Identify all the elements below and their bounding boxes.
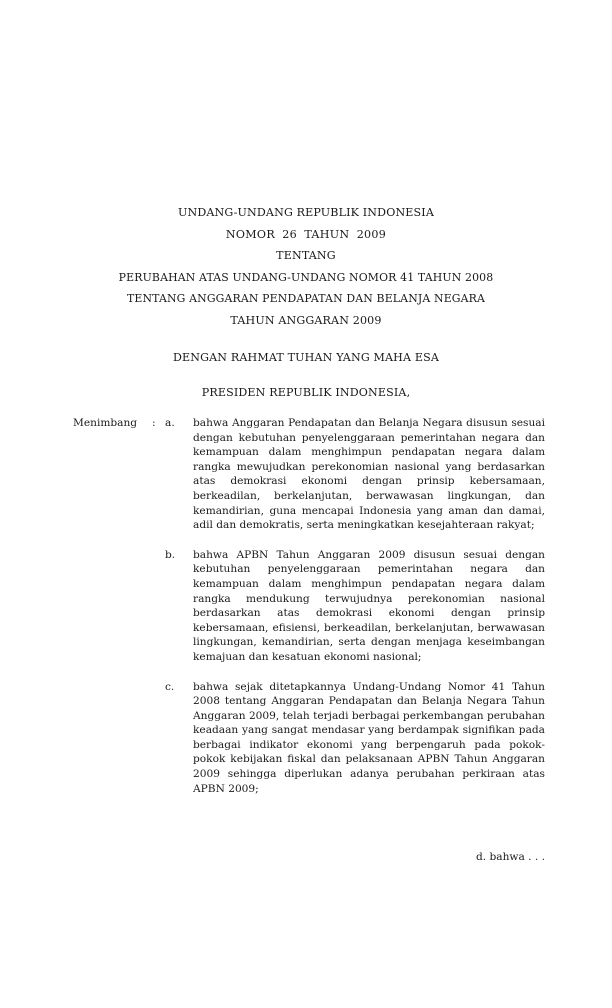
title-line-act-name: UNDANG-UNDANG REPUBLIK INDONESIA	[177, 206, 434, 219]
clause-text: bahwa APBN Tahun Anggaran 2009 disusun sesuai dengan kebutuhan penyelenggaraan pemerintahan negara dan kemampuan dalam menghimpun pendapatan negara dalam rangka mendukung terwujudnya perekonomian nasional berdasarkan atas demokrasi ekonomi dengan prinsip kebersamaan, efisiensi, berkeadilan, berkelanjutan, berwawasan lingkungan, kemandirian, serta dengan menjaga keseimbangan kemajuan dan kesatuan ekonomi nasional;	[193, 548, 545, 663]
clause-text: bahwa Anggaran Pendapatan dan Belanja Negara disusun sesuai dengan kebutuhan penyelenggaraan pemerintahan negara dan kemampuan dalam menghimpun pendapatan negara dalam rangka mewujudkan perekonomian nasional yang berdasarkan atas demokrasi ekonomi dengan prinsip kebersamaan, berkeadilan, berkelanjutan, berwawasan lingkungan, dan kemandirian, guna mencapai Indonesia yang aman dan damai, adil dan demokratis, serta meningkatkan kesejahteraan rakyat;	[193, 417, 545, 532]
clause-marker: a.	[165, 417, 175, 429]
title-line-fiscal-year: TAHUN ANGGARAN 2009	[230, 313, 382, 327]
page-catchword: d. bahwa . . .	[475, 851, 545, 863]
considerans-clause-list	[0, 416, 612, 796]
clause-text: bahwa sejak ditetapkannya Undang-Undang Nomor 41 Tahun 2008 tentang Anggaran Pendapatan dan Belanja Negara Tahun Anggaran 2009, telah terjadi berbagai perkembangan perubahan keadaan yang sangat mendasar yang berdampak signifikan pada berbagai indikator ekonomi yang berpengaruh pada pokok-pokok kebijakan fiskal dan pelaksanaan APBN Tahun Anggaran 2009 sehingga diperlukan adanya perubahan perkiraan atas APBN 2009;	[193, 680, 545, 795]
title-line-subject-2: TENTANG ANGGARAN PENDAPATAN DAN BELANJA NEGARA	[126, 292, 486, 305]
considerans-colon: :	[152, 417, 156, 429]
issuer-line: PRESIDEN REPUBLIK INDONESIA,	[201, 386, 411, 399]
title-line-number: NOMOR 26 TAHUN 2009	[225, 227, 387, 241]
clause-item	[0, 548, 612, 665]
considerans-label: Menimbang	[73, 417, 138, 429]
document-title-block	[0, 202, 612, 331]
title-line-subject-1: PERUBAHAN ATAS UNDANG-UNDANG NOMOR 41 TAHUN 2008	[118, 270, 494, 284]
blessing-line: DENGAN RAHMAT TUHAN YANG MAHA ESA	[172, 351, 439, 364]
clause-marker: c.	[165, 680, 175, 693]
considerans-section	[0, 416, 612, 796]
clause-item	[0, 680, 612, 797]
title-line-tentang: TENTANG	[276, 249, 336, 262]
clause-item	[0, 416, 612, 533]
clause-marker: b.	[165, 548, 176, 561]
